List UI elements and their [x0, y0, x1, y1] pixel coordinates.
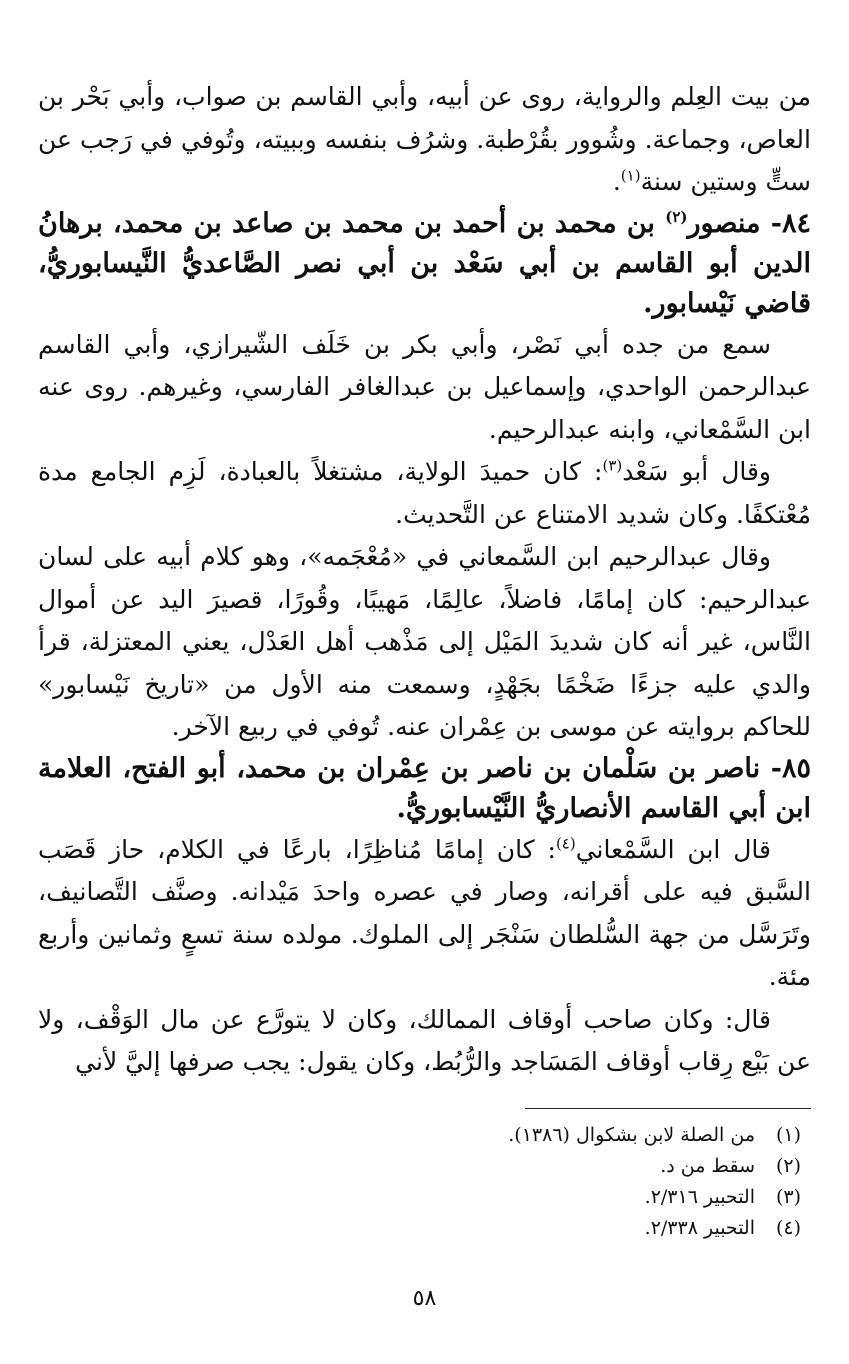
paragraph — [38, 829, 811, 999]
footnote-text: من الصلة لابن بشكوال (١٣٨٦). — [508, 1124, 755, 1146]
paragraph-text: من بيت العِلم والرواية، روى عن أبيه، وأبي القاسم بن صواب، وأبي بَحْر بن العاص، وجماعة. وشُوور بقُرْطبة. وشرُف بنفسه وببيته، وتُوفي في رَجب عن ستٍّ وستين سنة — [38, 82, 811, 196]
entry-heading-84 — [38, 204, 811, 324]
footnote-item — [508, 1151, 801, 1182]
paragraph: سمع من جده أبي نَصْر، وأبي بكر بن خَلَف الشّيرازي، وأبي القاسم عبدالرحمن الواحدي، وإسماعيل بن عبدالغافر الفارسي، وغيرهم. روى عنه ابن السَّمْعاني، وابنه عبدالرحيم. — [38, 329, 811, 444]
main-text — [38, 76, 811, 1084]
footnotes — [508, 1120, 801, 1244]
footnote-text: التحبير ٢/٣٣٨. — [644, 1217, 755, 1239]
paragraph: وقال عبدالرحيم ابن السَّمعاني في «مُعْجَمه»، وهو كلام أبيه على لسان عبدالرحيم: كان إمامًا، فاضلاً، عالِمًا، مَهيبًا، وقُورًا، قصيرَ اليد عن أموال النَّاس، غير أنه كان شديدَ المَيْل إلى مَذْهب أهل العَدْل، يعني المعتزلة، قرأ والدي عليه جزءًا ضَخْمًا بجَهْدٍ، وسمعت منه الأول من «تاريخ نَيْسابور» للحاكم بروايته عن موسى بن عِمْران عنه. تُوفي في ربيع الآخر. — [38, 542, 811, 741]
entry-rest: بن محمد بن أحمد بن محمد بن صاعد بن محمد، برهانُ الدين أبو القاسم بن أبي سَعْد بن أبي نصر الصَّاعديُّ النَّيسابوريُّ، قاضي نَيْسابور. — [38, 207, 811, 319]
paragraph-rest: : كان حميدَ الولاية، مشتغلاً بالعبادة، لَزِم الجامع مدة مُعْتكفًا. وكان شديد الامتناع عن التَّحديث. — [38, 457, 811, 529]
paragraph: قال: وكان صاحب أوقاف الممالك، وكان لا يتورَّع عن مال الوَقْف، ولا عن بَيْع رِقاب أوقاف المَسَاجد والرُّبُط، وكان يقول: يجب صرفها إليَّ لأني — [38, 1004, 811, 1076]
paragraph-lead: وقال أبو سَعْد — [622, 457, 771, 486]
entry-lead: ٨٤- منصور — [687, 207, 811, 239]
footnote-ref[interactable]: (٢) — [665, 207, 688, 226]
page-number: ٥٨ — [412, 1286, 437, 1311]
footnote-number: (٢) — [775, 1155, 801, 1177]
footnote-item — [508, 1120, 801, 1151]
paragraph-rest: : كان إمامًا مُناظِرًا، بارعًا في الكلام، حاز قَصَب السَّبق فيه على أقرانه، وصار في عصره واحدَ مَيْدانه. وصنَّف التَّصانيف، وتَرَسَّل من جهة السُّلطان سَنْجَر إلى الملوك. مولده سنة تسعٍ وثمانين وأربع مئة. — [38, 834, 811, 991]
paragraph-continuation — [38, 76, 811, 204]
footnote-text: سقط من د. — [660, 1155, 755, 1177]
footnote-number: (٤) — [775, 1217, 801, 1239]
paragraph — [38, 451, 811, 536]
footnote-item — [508, 1213, 801, 1244]
footnote-number: (٣) — [775, 1186, 801, 1208]
paragraph-end: . — [612, 167, 621, 196]
footnote-ref[interactable]: (٣) — [602, 456, 623, 475]
entry-heading-85: ٨٥- ناصر بن سَلْمان بن ناصر بن عِمْران بن محمد، أبو الفتح، العلامة ابن أبي القاسم الأنصاريُّ النَّيْسابوريُّ. — [38, 752, 811, 824]
footnote-ref[interactable]: (١) — [620, 166, 641, 185]
footnote-divider — [525, 1108, 811, 1109]
paragraph-lead: قال ابن السَّمْعاني — [575, 834, 771, 864]
footnote-number: (١) — [775, 1124, 801, 1146]
footnote-item — [508, 1182, 801, 1213]
footnote-ref[interactable]: (٤) — [555, 834, 576, 853]
footnote-text: التحبير ٢/٣١٦. — [644, 1186, 755, 1208]
